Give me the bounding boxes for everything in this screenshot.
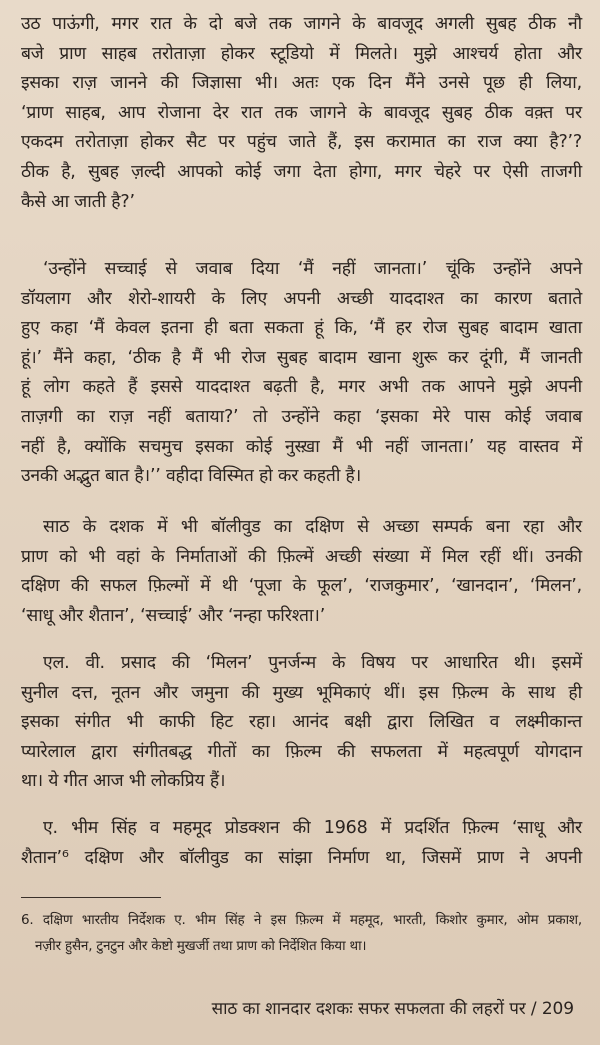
footnote [21, 907, 582, 959]
paragraph-line: ठीक है, सुबह ज़ल्दी आपको कोई जगा देता होगा, मगर चेहरे पर ऐसी ताजगी [21, 161, 582, 182]
paragraph-line: बजे प्राण साहब तरोताज़ा होकर स्टूडियो में मिलते। मुझे आश्चर्य होता और [21, 43, 582, 64]
paragraph-4 [21, 649, 582, 797]
running-footer: साठ का शानदार दशकः सफर सफलता की लहरों पर / 209 [211, 999, 574, 1019]
footnote-line: 6. दक्षिण भारतीय निर्देशक ए. भीम सिंह ने इस फ़िल्म में महमूद, भारती, किशोर कुमार, ओम प्रकाश, [21, 912, 582, 928]
paragraph-line: ‘उन्होंने सच्चाई से जवाब दिया ‘मैं नहीं जानता।’ चूंकि उन्होंने अपने [43, 259, 582, 279]
paragraph-line: सुनील दत्त, नूतन और जमुना की मुख्य भूमिकाएं थीं। इस फ़िल्म के साथ ही [21, 682, 582, 703]
paragraph-3 [21, 513, 582, 631]
paragraph-line: ताज़गी का राज़ नहीं बताया?’ तो उन्होंने कहा ‘इसका मेरे पास कोई जवाब [21, 406, 582, 427]
paragraph-line: कैसे आ जाती है?’ [21, 191, 135, 212]
paragraph-line: शैतान’⁶ दक्षिण और बॉलीवुड का सांझा निर्माण था, जिसमें प्राण ने अपनी [21, 847, 582, 868]
paragraph-line: हूं।’ मैंने कहा, ‘ठीक है मैं भी रोज सुबह बादाम खाना शुरू कर दूंगी, मैं जानती [21, 347, 582, 368]
paragraph-line: उठ पाऊंगी, मगर रात के दो बजे तक जागने के बावजूद अगली सुबह ठीक नौ [21, 14, 582, 34]
paragraph-line: एल. वी. प्रसाद की ‘मिलन’ पुनर्जन्म के विषय पर आधारित थी। इसमें [43, 653, 582, 673]
footnote-line: नज़ीर हुसैन, टुनटुन और केष्टो मुखर्जी तथा प्राण को निर्देशित किया था। [35, 938, 367, 954]
paragraph-2 [21, 255, 582, 492]
paragraph-line: हूं लोग कहते हैं इससे याददाश्त बढ़ती है, मगर अभी तक आपने मुझे अपनी [21, 377, 582, 398]
paragraph-line: एकदम तरोताज़ा होकर सैट पर पहुंच जाते हैं, इस करामात का राज क्या है?’? [21, 132, 582, 153]
paragraph-line: ए. भीम सिंह व महमूद प्रोडक्शन की 1968 में प्रदर्शित फ़िल्म ‘साधू और [43, 818, 582, 838]
paragraph-line: डॉयलाग और शेरो-शायरी के लिए अपनी अच्छी याददाश्त का कारण बताते [21, 288, 582, 309]
paragraph-line: प्राण को भी वहां के निर्माताओं की फ़िल्में अच्छी संख्या में मिल रहीं थीं। उनकी [21, 546, 582, 567]
paragraph-line: दक्षिण की सफल फ़िल्मों में थी ‘पूजा के फूल’, ‘राजकुमार’, ‘खानदान’, ‘मिलन’, [21, 576, 582, 597]
paragraph-5 [21, 814, 582, 873]
paragraph-line: साठ के दशक में भी बॉलीवुड का दक्षिण से अच्छा सम्पर्क बना रहा और [43, 517, 582, 537]
paragraph-line: ‘साधू और शैतान’, ‘सच्चाई’ और ‘नन्हा फरिश्ता।’ [21, 605, 326, 626]
paragraph-line: उनकी अद्भुत बात है।’’ वहीदा विस्मित हो कर कहती है। [21, 466, 362, 487]
paragraph-line: था। ये गीत आज भी लोकप्रिय हैं। [21, 771, 226, 792]
paragraph-line: इसका राज़ जानने की जिज्ञासा भी। अतः एक दिन मैंने उनसे पूछ ही लिया, [21, 73, 582, 94]
paragraph-line: इसका संगीत भी काफी हिट रहा। आनंद बक्षी द्वारा लिखित व लक्ष्मीकान्त [21, 712, 582, 733]
paragraph-line: ‘प्राण साहब, आप रोजाना देर रात तक जागने के बावजूद सुबह ठीक वक़्त पर [21, 102, 582, 123]
paragraph-line: प्यारेलाल द्वारा संगीतबद्ध गीतों का फ़िल्म की सफलता में महत्वपूर्ण योगदान [21, 741, 582, 762]
paragraph-line: नहीं है, क्योंकि सचमुच इसका कोई नुस्ख़ा मैं भी नहीं जानता।’ यह वास्तव में [21, 436, 582, 457]
paragraph-line: हुए कहा ‘मैं केवल इतना ही बता सकता हूं कि, ‘मैं हर रोज सुबह बादाम खाता [21, 318, 582, 339]
paragraph-1 [21, 10, 582, 217]
footnote-divider [21, 897, 161, 898]
